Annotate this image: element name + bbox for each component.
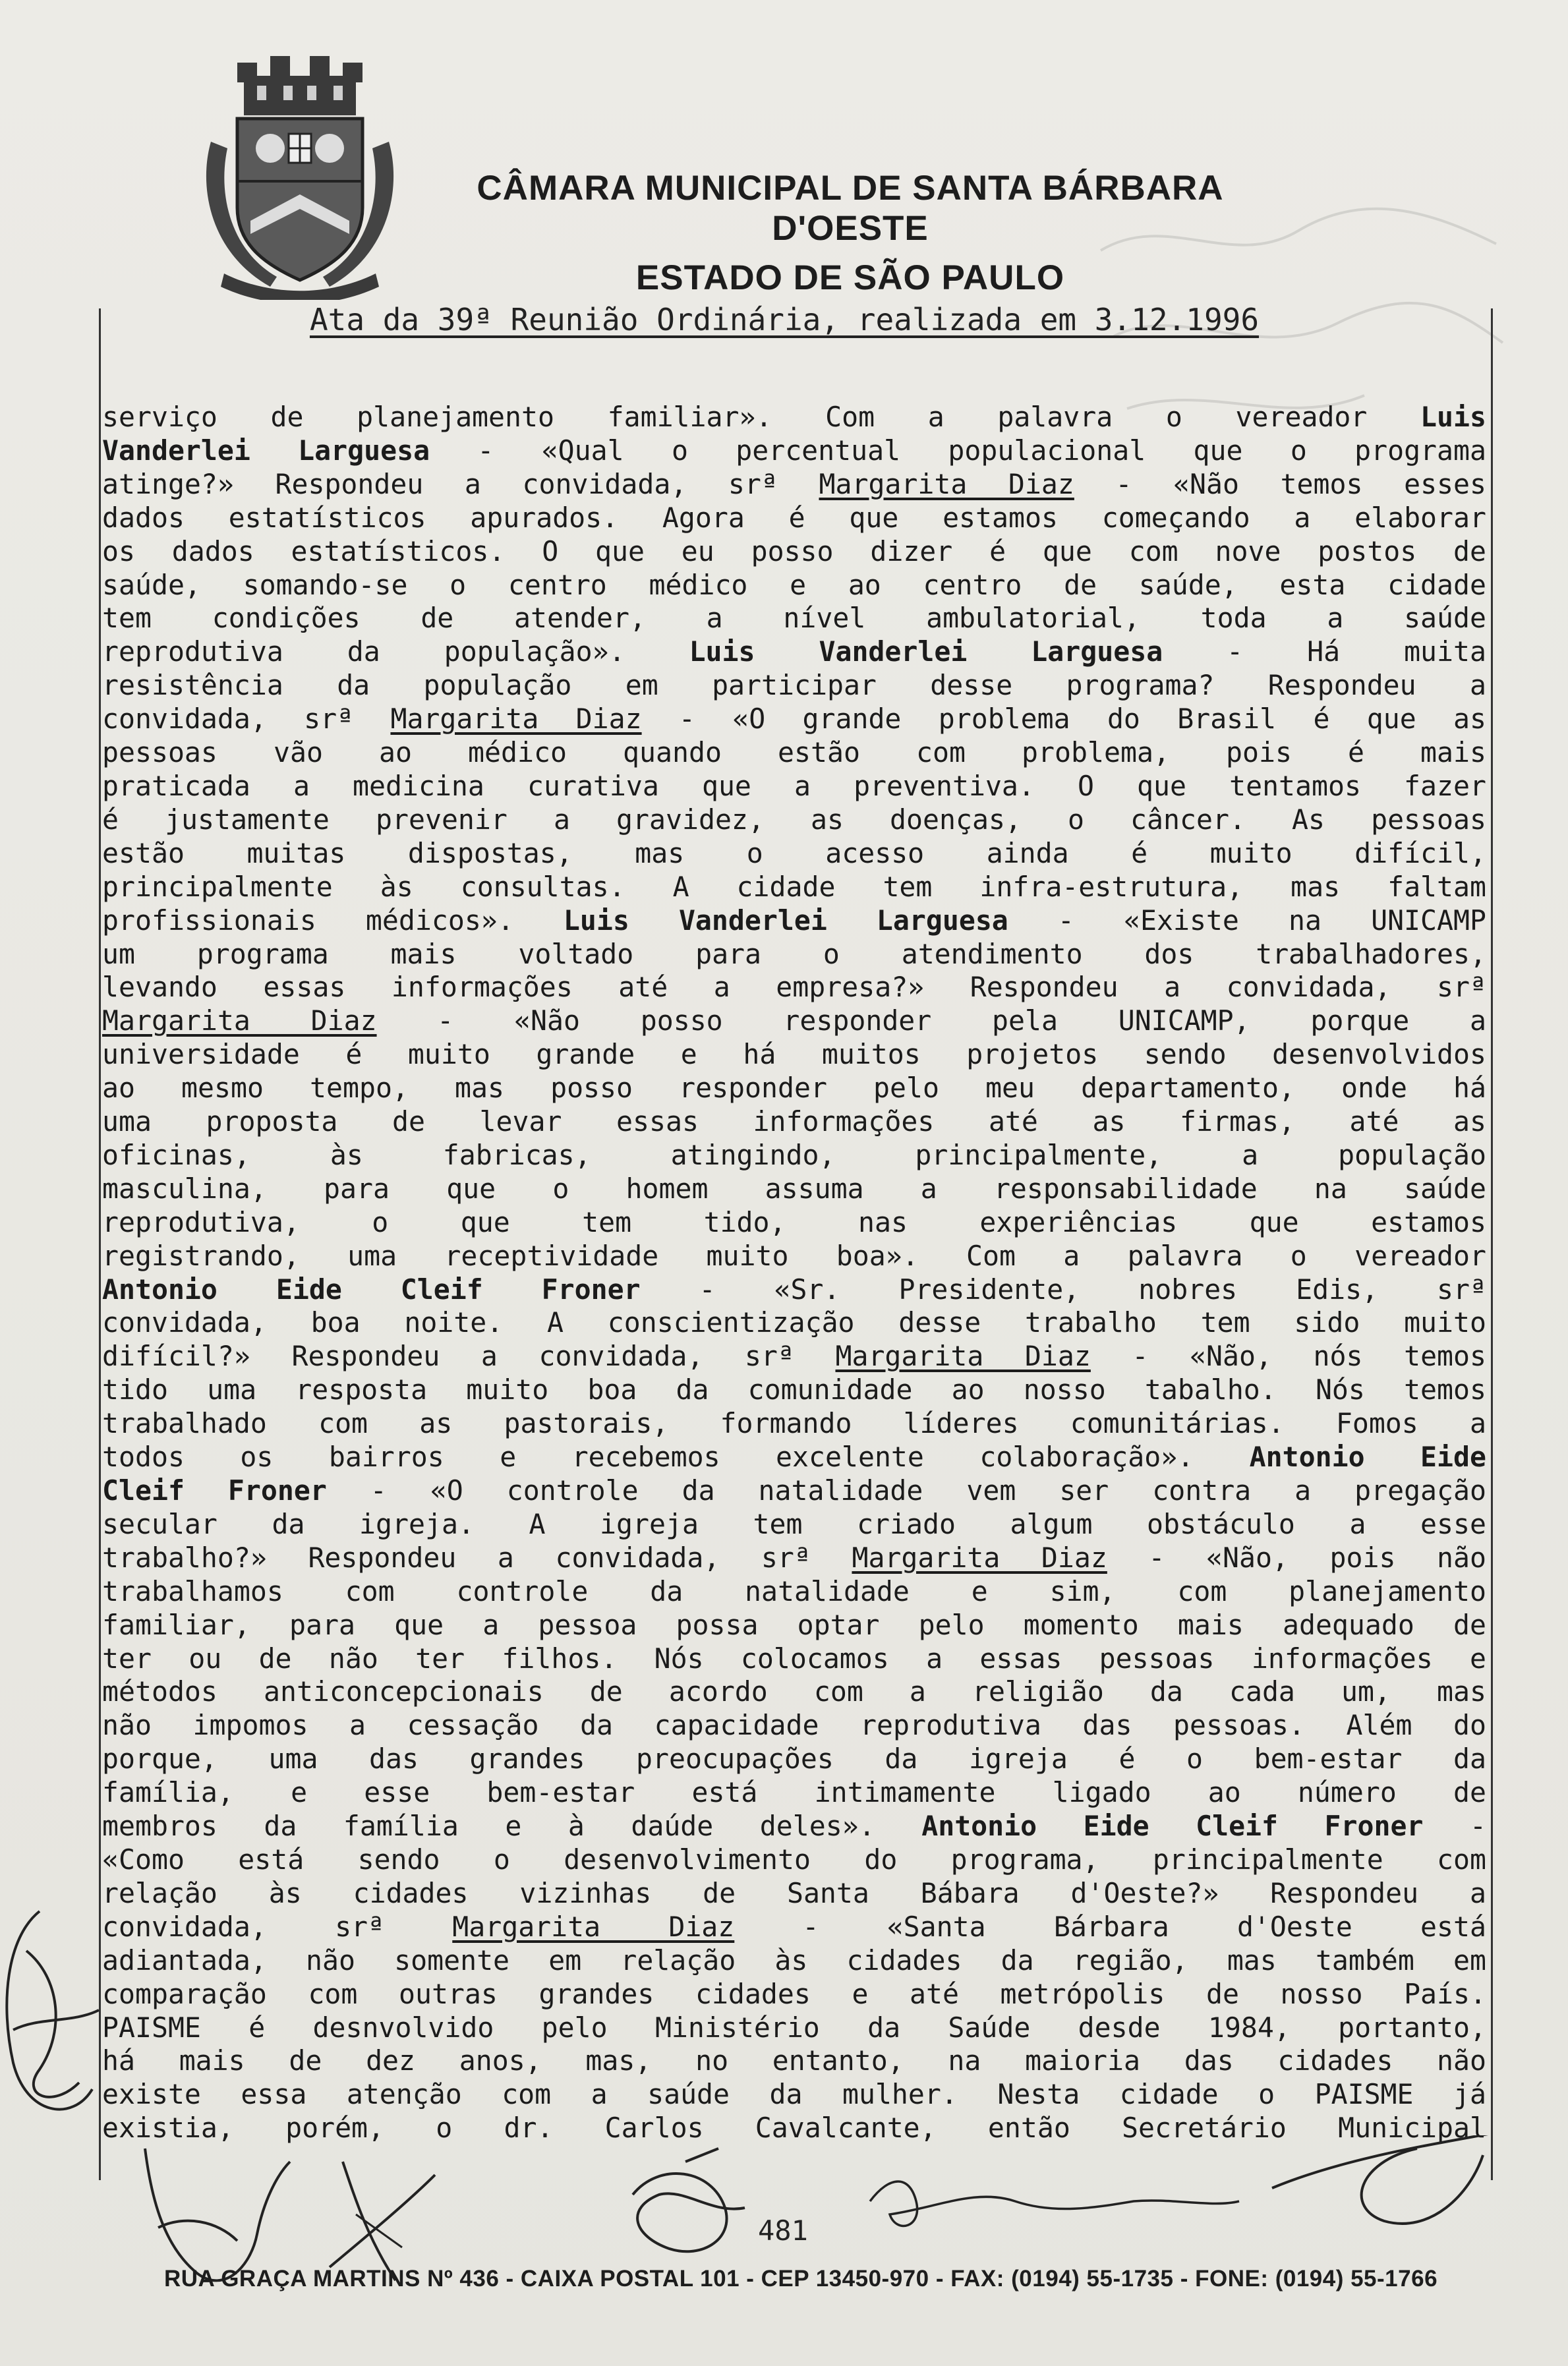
body-line: ter ou de não ter filhos. Nós colocamos a essas pessoas informações e bbox=[102, 1642, 1486, 1675]
body-line: reprodutiva da população». Luis Vanderlei Larguesa - Há muita bbox=[102, 635, 1486, 668]
body-line: universidade é muito grande e há muitos projetos sendo desenvolvidos bbox=[102, 1038, 1486, 1071]
body-line: trabalhamos com controle da natalidade e sim, com planejamento bbox=[102, 1574, 1486, 1607]
body-line: uma proposta de levar essas informações até as firmas, até as bbox=[102, 1105, 1486, 1138]
body-line: não impomos a cessação da capacidade reprodutiva das pessoas. Além do bbox=[102, 1709, 1486, 1742]
body-line: existe essa atenção com a saúde da mulher. Nesta cidade o PAISME já bbox=[102, 2078, 1486, 2111]
body-line: Cleif Froner - «O controle da natalidade vem ser contra a pregação bbox=[102, 1474, 1486, 1507]
body-line: difícil?» Respondeu a convidada, srª Margarita Diaz - «Não, nós temos bbox=[102, 1340, 1487, 1373]
body-line: membros da família e à daúde deles». Antonio Eide Cleif Froner - bbox=[102, 1810, 1486, 1843]
body-line: convidada, boa noite. A conscientização desse trabalho tem sido muito bbox=[102, 1306, 1486, 1339]
body-line: convidada, srª Margarita Diaz - «Santa Bárbara d'Oeste está bbox=[102, 1910, 1486, 1943]
speaker-name: Antonio Eide Cleif Froner bbox=[102, 1273, 641, 1306]
frame-right-rule bbox=[1491, 308, 1493, 2180]
speaker-name: Vanderlei Larguesa bbox=[102, 434, 430, 467]
speaker-name: Luis Vanderlei Larguesa bbox=[563, 904, 1008, 937]
body-line: porque, uma das grandes preocupações da igreja é o bem-estar da bbox=[102, 1743, 1486, 1775]
guest-name: Margarita Diaz bbox=[452, 1910, 735, 1943]
body-line: Antonio Eide Cleif Froner - «Sr. Presidente, nobres Edis, srª bbox=[102, 1273, 1486, 1306]
footer-address: RUA GRAÇA MARTINS Nº 436 - CAIXA POSTAL 101 - CEP 13450-970 - FAX: (0194) 55-1735 - FONE: (0194) 55-1766 bbox=[163, 2266, 1438, 2292]
body-line: Vanderlei Larguesa - «Qual o percentual populacional que o programa bbox=[102, 434, 1487, 467]
body-line: tem condições de atender, a nível ambulatorial, toda a saúde bbox=[102, 602, 1486, 635]
body-line: é justamente prevenir a gravidez, as doenças, o câncer. As pessoas bbox=[102, 803, 1486, 836]
body-line: profissionais médicos». Luis Vanderlei Larguesa - «Existe na UNICAMP bbox=[102, 904, 1486, 937]
body-line: masculina, para que o homem assuma a responsabilidade na saúde bbox=[102, 1172, 1486, 1205]
margin-initials-signature bbox=[0, 1898, 112, 2135]
speaker-name: Luis Vanderlei Larguesa bbox=[689, 635, 1163, 668]
body-line: dados estatísticos apurados. Agora é que estamos começando a elaborar bbox=[102, 501, 1486, 534]
body-line: trabalho?» Respondeu a convidada, srª Margarita Diaz - «Não, pois não bbox=[102, 1541, 1487, 1574]
guest-name: Margarita Diaz bbox=[102, 1004, 377, 1037]
body-line: saúde, somando-se o centro médico e ao centro de saúde, esta cidade bbox=[102, 568, 1486, 601]
guest-name: Margarita Diaz bbox=[819, 467, 1074, 500]
guest-name: Margarita Diaz bbox=[852, 1541, 1107, 1574]
body-line: principalmente às consultas. A cidade tem infra-estrutura, mas faltam bbox=[102, 870, 1486, 903]
body-line: pessoas vão ao médico quando estão com problema, pois é mais bbox=[102, 736, 1486, 769]
body-line: PAISME é desnvolvido pelo Ministério da Saúde desde 1984, portanto, bbox=[102, 2011, 1486, 2044]
body-line: Margarita Diaz - «Não posso responder pela UNICAMP, porque a bbox=[102, 1004, 1486, 1037]
guest-name: Margarita Diaz bbox=[835, 1340, 1091, 1373]
speaker-name: Antonio Eide bbox=[1249, 1441, 1486, 1474]
body-line: atinge?» Respondeu a convidada, srª Margarita Diaz - «Não temos esses bbox=[102, 467, 1487, 500]
body-line: levando essas informações até a empresa?» Respondeu a convidada, srª bbox=[102, 971, 1486, 1004]
minutes-title: Ata da 39ª Reunião Ordinária, realizada em 3.12.1996 bbox=[309, 302, 1260, 337]
body-line: um programa mais voltado para o atendimento dos trabalhadores, bbox=[102, 937, 1486, 970]
coat-of-arms-icon bbox=[198, 56, 402, 300]
body-line: existia, porém, o dr. Carlos Cavalcante, então Secretário Municipal bbox=[102, 2112, 1486, 2145]
institution-state: ESTADO DE SÃO PAULO bbox=[635, 258, 1065, 297]
body-line: resistência da população em participar desse programa? Respondeu a bbox=[102, 669, 1486, 702]
body-line: relação às cidades vizinhas de Santa Bábara d'Oeste?» Respondeu a bbox=[102, 1876, 1486, 1909]
body-line: os dados estatísticos. O que eu posso dizer é que com nove postos de bbox=[102, 534, 1486, 567]
body-line: tido uma resposta muito boa da comunidade ao nosso tabalho. Nós temos bbox=[102, 1373, 1486, 1406]
body-line: registrando, uma receptividade muito boa». Com a palavra o vereador bbox=[102, 1239, 1486, 1272]
institution-header bbox=[422, 168, 1279, 298]
body-line: serviço de planejamento familiar». Com a palavra o vereador Luis bbox=[102, 401, 1486, 433]
body-line: adiantada, não somente em relação às cidades da região, mas também em bbox=[102, 1944, 1486, 1976]
institution-name: CÂMARA MUNICIPAL DE SANTA BÁRBARA D'OESTE bbox=[477, 169, 1224, 248]
body-line: praticada a medicina curativa que a preventiva. O que tentamos fazer bbox=[102, 769, 1486, 802]
speaker-name: Antonio Eide Cleif Froner bbox=[921, 1810, 1424, 1843]
body-line: há mais de dez anos, mas, no entanto, na maioria das cidades não bbox=[102, 2044, 1486, 2077]
body-line: comparação com outras grandes cidades e até metrópolis de nosso País. bbox=[102, 1977, 1486, 2010]
body-line: «Como está sendo o desenvolvimento do programa, principalmente com bbox=[102, 1843, 1486, 1876]
body-line: reprodutiva, o que tem tido, nas experiências que estamos bbox=[102, 1205, 1486, 1238]
body-line: secular da igreja. A igreja tem criado algum obstáculo a esse bbox=[102, 1507, 1486, 1540]
speaker-name: Luis bbox=[1420, 401, 1486, 433]
page-number: 481 bbox=[758, 2214, 808, 2247]
speaker-name: Cleif Froner bbox=[102, 1474, 327, 1507]
body-line: todos os bairros e recebemos excelente colaboração». Antonio Eide bbox=[102, 1441, 1486, 1474]
body-line: convidada, srª Margarita Diaz - «O grande problema do Brasil é que as bbox=[102, 703, 1487, 736]
body-line: oficinas, às fabricas, atingindo, principalmente, a população bbox=[102, 1138, 1486, 1171]
body-line: ao mesmo tempo, mas posso responder pelo meu departamento, onde há bbox=[102, 1072, 1486, 1105]
body-line: família, e esse bem-estar está intimamente ligado ao número de bbox=[102, 1776, 1486, 1809]
body-line: trabalhado com as pastorais, formando líderes comunitárias. Fomos a bbox=[102, 1407, 1486, 1440]
guest-name: Margarita Diaz bbox=[390, 703, 642, 736]
minutes-body bbox=[102, 401, 1486, 2145]
body-line: familiar, para que a pessoa possa optar pelo momento mais adequado de bbox=[102, 1608, 1486, 1641]
body-line: estão muitas dispostas, mas o acesso ainda é muito difícil, bbox=[102, 836, 1486, 869]
body-line: métodos anticoncepcionais de acordo com a religião da cada um, mas bbox=[102, 1675, 1486, 1708]
